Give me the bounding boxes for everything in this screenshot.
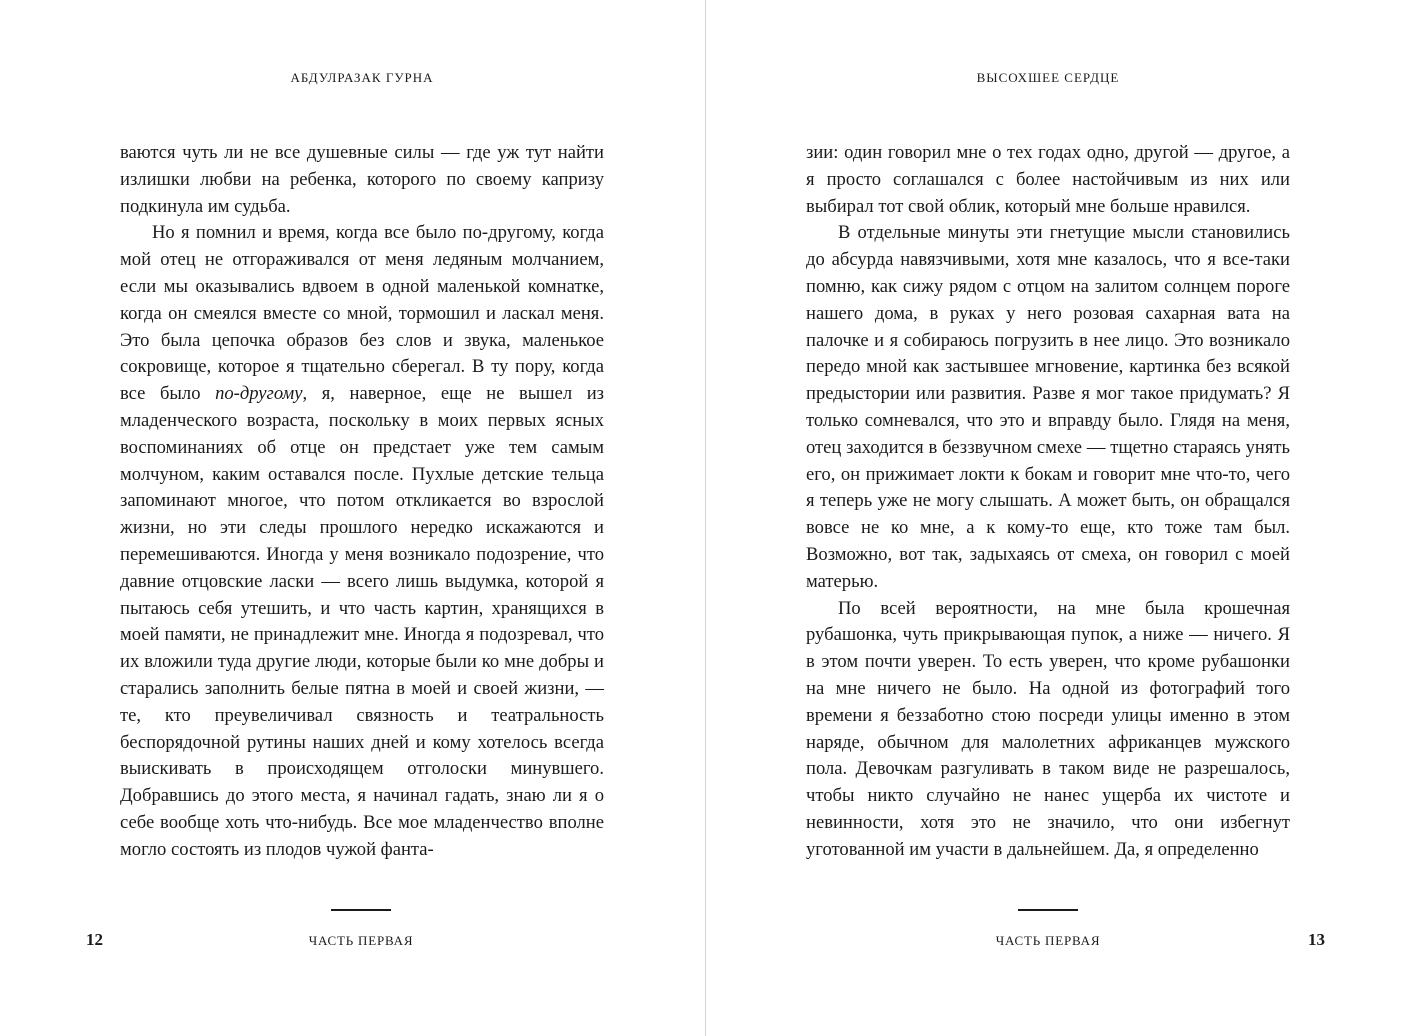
running-head-title: ВЫСОХШЕЕ СЕРДЦЕ	[976, 70, 1120, 85]
paragraph: ваются чуть ли не все душевные силы — где уж тут найти излишки любви на ребенка, которого по своему капризу подкинула им судьба.	[120, 142, 604, 217]
running-head-author: АБДУЛРАЗАК ГУРНА	[290, 70, 434, 85]
text-run: , я, наверное, еще не вышел из младенческого возраста, поскольку в моих первых ясных воспоминаниях об отце он предстает уже тем самым молчуном, каким оставался после. Пухлые детские тельца запоминают многое, что потом откликается во взрослой жизни, но эти следы прошлого нередко искажаются и перемешиваются. Иногда у меня возникало подозрение, что давние отцовские ласки — всего лишь выдумка, которой я пытаюсь себя утешить, и что часть картин, хранящихся в моей памяти, не принадлежит мне. Иногда я подозревал, что их вложили туда другие люди, которые были ко мне добры и старались заполнить белые пятна в моей и своей жизни, — те, кто преувеличивал связность и театральность беспорядочной рутины наших дней и кому хотелось всегда выискивать в происходящем отголоски минувшего. Добравшись до этого места, я начинал гадать, знаю ли я о себе вообще хоть что-нибудь. Все мое младенчество вполне могло состоять из плодов чужой фанта-	[120, 383, 604, 860]
paragraph: зии: один говорил мне о тех годах одно, другой — другое, а я просто соглашался с более настойчивым из них или выбирал тот свой облик, который мне больше нравился.	[806, 142, 1290, 217]
footer-part-label: ЧАСТЬ ПЕРВАЯ	[308, 933, 414, 948]
paragraph: По всей вероятности, на мне была крошечная рубашонка, чуть прикрывающая пупок, а ниже — ничего. Я в этом почти уверен. То есть уверен, что кроме рубашонки на мне ничего не было. На одной из фотографий того времени я беззаботно стою посреди улицы именно в этом наряде, обычном для малолетних африканцев мужского пола. Девочкам разгуливать в таком виде не разрешалось, чтобы никто случайно не нанес ущерба их чистоте и невинности, хотя это не значило, что они избегнут уготованной им участи в дальнейшем. Да, я определенно	[806, 597, 1290, 860]
page-number: 12	[86, 930, 103, 949]
paragraph	[120, 220, 604, 863]
text-run: Но я помнил и время, когда все было по-другому, когда мой отец не отгораживался от меня ледяным молчанием, если мы оказывались вдвоем в одной маленькой комнатке, когда он смеялся вместе со мной, тормошил и ласкал меня. Это была цепочка образов без слов и звука, маленькое сокровище, которое я тщательно сберегал. В ту пору, когда все было	[120, 222, 604, 405]
italic-text-run: по-другому	[215, 383, 303, 405]
footer-rule	[1018, 909, 1078, 911]
footer-part-label: ЧАСТЬ ПЕРВАЯ	[995, 933, 1101, 948]
left-text-block	[120, 140, 604, 864]
page-number: 13	[1308, 930, 1325, 949]
right-text-block	[806, 140, 1290, 864]
footer-rule	[331, 909, 391, 911]
paragraph: В отдельные минуты эти гнетущие мысли становились до абсурда навязчивыми, хотя мне казалось, что я все-таки помню, как сижу рядом с отцом на залитом солнцем пороге нашего дома, в руках у него розовая сахарная вата на палочке и я собираюсь погрузить в нее лицо. Это возникало передо мной как застывшее мгновение, картинка без всякой предыстории или развития. Разве я мог такое придумать? Я только сомневался, что это и вправду было. Глядя на меня, отец заходится в беззвучном смехе — тщетно стараясь унять его, он прижимает локти к бокам и говорит мне что-то, чего я теперь уже не могу слышать. А может быть, он обращался вовсе не ко мне, а к кому-то еще, кто тоже там был. Возможно, вот так, задыхаясь от смеха, он говорил с моей матерью.	[806, 222, 1290, 592]
right-page	[706, 0, 1410, 1036]
